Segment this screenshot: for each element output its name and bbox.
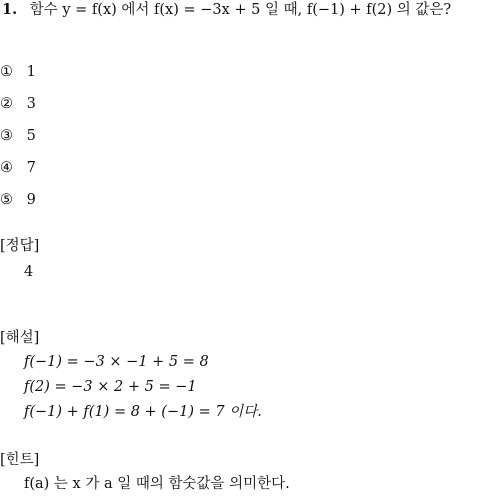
choice-4 bbox=[0, 158, 36, 178]
choice-3-mark: ③ bbox=[0, 128, 13, 144]
choice-5 bbox=[0, 190, 36, 210]
choice-2 bbox=[0, 94, 36, 114]
question-text: 함수 y = f(x) 에서 f(x) = −3x + 5 일 때, f(−1) + f(2) 의 값은? bbox=[29, 2, 452, 18]
choice-2-mark: ② bbox=[0, 96, 13, 112]
choice-4-value: 7 bbox=[26, 160, 36, 176]
choice-5-mark: ⑤ bbox=[0, 192, 13, 208]
explanation-line-3: f(−1) + f(1) = 8 + (−1) = 7 이다. bbox=[24, 404, 262, 420]
answer-label: [정답] bbox=[0, 238, 40, 254]
choice-5-value: 9 bbox=[26, 192, 36, 208]
answer-value: 4 bbox=[24, 264, 34, 280]
hint-label: [힌트] bbox=[0, 452, 40, 468]
choice-3-value: 5 bbox=[26, 128, 36, 144]
hint-text: f(a) 는 x 가 a 일 때의 함숫값을 의미한다. bbox=[24, 476, 290, 492]
choice-1-mark: ① bbox=[0, 64, 13, 80]
question bbox=[2, 0, 451, 20]
question-number: 1. bbox=[2, 1, 18, 18]
choice-1-value: 1 bbox=[26, 64, 36, 80]
explanation-line-1: f(−1) = −3 × −1 + 5 = 8 bbox=[24, 354, 209, 370]
choice-3 bbox=[0, 126, 36, 146]
choice-2-value: 3 bbox=[26, 96, 36, 112]
choice-1 bbox=[0, 62, 36, 82]
explanation-label: [해설] bbox=[0, 330, 40, 346]
choice-4-mark: ④ bbox=[0, 160, 13, 176]
explanation-line-2: f(2) = −3 × 2 + 5 = −1 bbox=[24, 379, 197, 395]
